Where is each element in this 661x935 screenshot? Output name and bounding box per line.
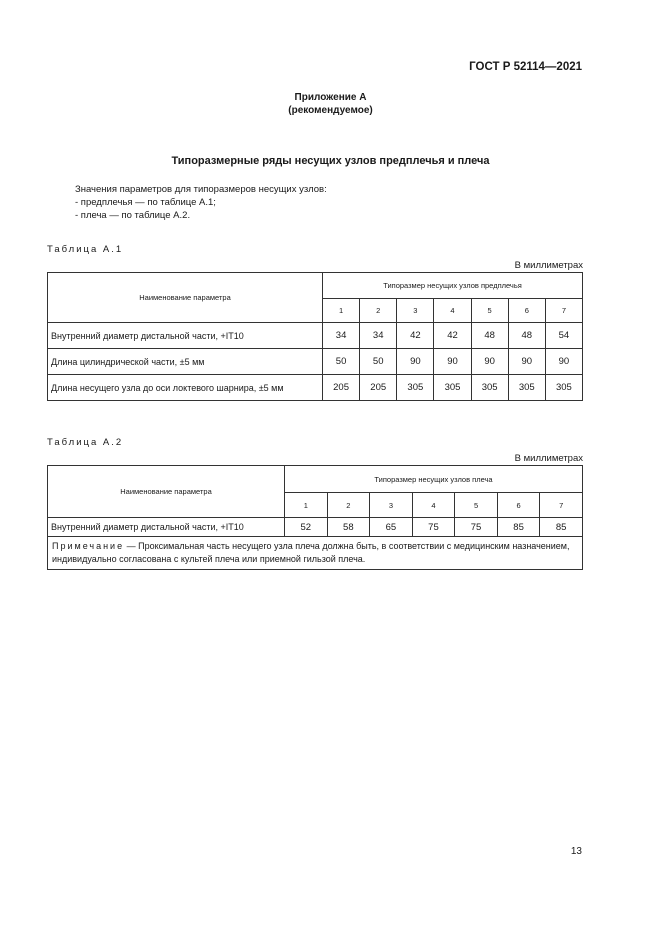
table-cell: 90 [434,349,471,375]
note-label: Примечание [52,541,125,551]
table-cell: 50 [323,349,360,375]
table1-units: В миллиметрах [514,260,583,271]
table-cell: 34 [360,323,397,349]
table2-label: Таблица А.2 [47,437,124,448]
table-cell: 85 [497,518,540,537]
table-cell: 48 [471,323,508,349]
intro-text [75,183,327,222]
annex-title: Приложение А [294,92,367,103]
table-cell: 305 [471,375,508,401]
page-number: 13 [570,846,582,857]
table-cell: 90 [397,349,434,375]
table2-size-header: 4 [412,493,455,518]
table-cell: 305 [508,375,545,401]
table-cell: 58 [327,518,370,537]
table2-size-header: 2 [327,493,370,518]
annex-subtitle: (рекомендуемое) [288,105,373,116]
param-name: Длина цилиндрической части, ±5 мм [48,349,323,375]
table-cell: 85 [540,518,583,537]
table1-name-header: Наименование параметра [48,273,323,323]
table1-size-header: 4 [434,299,471,323]
table-note-row [48,537,583,570]
table-cell: 305 [545,375,582,401]
table-cell: 90 [471,349,508,375]
table-cell: 34 [323,323,360,349]
table2-size-header: 1 [285,493,328,518]
intro-line: Значения параметров для типоразмеров несущих узлов: [75,184,327,195]
table2-units: В миллиметрах [514,453,583,464]
table-cell: 90 [508,349,545,375]
annex-heading [0,91,661,117]
intro-line: - плеча — по таблице А.2. [75,210,191,221]
table-cell: 50 [360,349,397,375]
table-cell: 48 [508,323,545,349]
table-row [48,349,583,375]
table2-size-header: 6 [497,493,540,518]
table-cell: 205 [323,375,360,401]
table1-label: Таблица А.1 [47,244,124,255]
table-cell: 90 [545,349,582,375]
table1-size-header: 3 [397,299,434,323]
table-cell: 205 [360,375,397,401]
table-cell: 65 [370,518,413,537]
table1-size-header: 7 [545,299,582,323]
param-name: Внутренний диаметр дистальной части, +IT10 [48,323,323,349]
param-name: Внутренний диаметр дистальной части, +IT10 [48,518,285,537]
table-cell: 75 [455,518,498,537]
table-row [48,323,583,349]
table-row [48,375,583,401]
table-cell: 52 [285,518,328,537]
section-title: Типоразмерные ряды несущих узлов предплечья и плеча [171,155,490,167]
table1 [47,272,583,401]
table-cell: 75 [412,518,455,537]
param-name: Длина несущего узла до оси локтевого шарнира, ±5 мм [48,375,323,401]
table-note [48,537,583,570]
table2-group-header: Типоразмер несущих узлов плеча [285,466,583,493]
document-code: ГОСТ Р 52114—2021 [469,61,582,73]
table-cell: 42 [434,323,471,349]
table2 [47,465,583,570]
table1-size-header: 2 [360,299,397,323]
table2-name-header: Наименование параметра [48,466,285,518]
table1-group-header: Типоразмер несущих узлов предплечья [323,273,583,299]
table-cell: 305 [397,375,434,401]
note-text: — Проксимальная часть несущего узла плеча должна быть, в соответствии с медицинским назначением, индивидуально согласована с культей плеча или приемной гильзой плеча. [52,541,570,564]
table1-size-header: 1 [323,299,360,323]
table2-size-header: 5 [455,493,498,518]
table1-size-header: 6 [508,299,545,323]
table2-size-header: 7 [540,493,583,518]
table2-size-header: 3 [370,493,413,518]
table1-size-header: 5 [471,299,508,323]
intro-line: - предплечья — по таблице А.1; [75,197,216,208]
table-cell: 305 [434,375,471,401]
table-row [48,518,583,537]
table-cell: 42 [397,323,434,349]
table-cell: 54 [545,323,582,349]
